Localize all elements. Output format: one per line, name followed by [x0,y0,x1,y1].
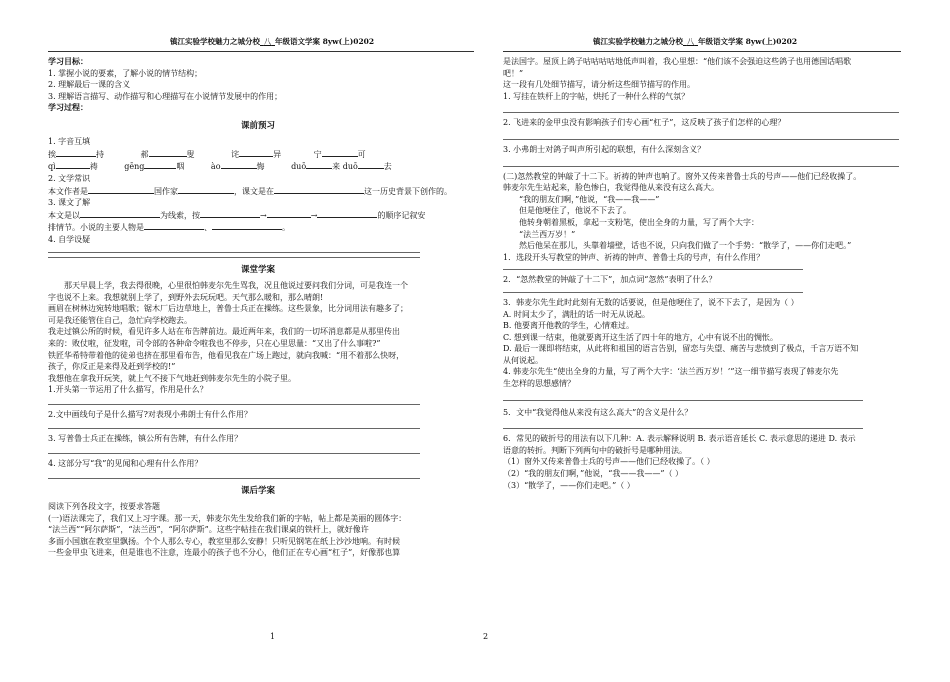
goal-2: 2. 理解最后一课的含义 [48,80,131,90]
cont-passage-line-2: 吧！” [503,68,524,78]
passage1-line-6: 来的：败仗啦，征发啦，司令部的各种命令啦我也不停步，只在心里思量：“又出了什么事啦?” [48,338,381,348]
header-rule-left [48,51,474,52]
option-a: A. 时间太少了，满肚的话一时无从说起。 [503,309,650,319]
cont-question-1: 1. 写挂在铁杆上的字帖，烘托了一种什么样的气氛？ [503,91,690,101]
answer-blank[interactable] [212,221,282,230]
pinyin-cell: 郝 [140,149,149,159]
reading-question-5: 5．文中“我觉得他从来没有这么高大”的含义是什么？ [503,407,693,417]
pinyin-cell: 咽 [176,162,185,172]
answer-blank[interactable] [56,160,90,169]
passage1-line-7: 铁匠华希特带着他的徒弟也挤在那里看布告，他看见我在广场上跑过，就向我喊：“用不着那么快呀， [48,350,405,360]
pinyin-cell: 祷 [89,162,98,172]
answer-line[interactable] [503,292,803,293]
answer-blank[interactable] [358,160,384,169]
cont-passage-line-1: 是法国字。屋顶上鸽子咕咕咕咕地低声叫着，我心里想：“他们该不会强迫这些鸽子也用德国话唱歌 [503,57,852,66]
option-b: B. 他要离开他教的学生，心情难过。 [503,321,634,331]
dash-item-1: （1）窗外又传来普鲁士兵的号声——他们已经收操了。（ ） [503,457,715,467]
answer-blank[interactable] [274,185,364,194]
dash-item-2: （2）“我的朋友们啊，”他说，“我——我——”（ ） [503,469,683,479]
answer-blank[interactable] [56,148,96,157]
after-intro: 阅读下列各段文字，按要求答题 [48,501,160,511]
header-left-suffix: 年级语文学案 8yw(上)0202 [275,37,375,46]
q4-title: 4. 自学设疑 [48,235,91,245]
answer-line[interactable] [503,166,899,167]
cont-question-2: 2. 飞进来的金甲虫没有影响孩子们专心画“杠子”，这反映了孩子们怎样的心理？ [503,118,786,128]
preview-title: 课前预习 [240,120,275,131]
q1-title: 1. 字音互填 [48,137,91,147]
dash-item-3: （3）“散学了，——你们走吧。”（ ） [503,480,635,490]
header-left-prefix: 镇江实验学校魅力之城分校 [170,37,260,46]
passage1-line-8: 孩子，你反正是来得及赶到学校的!” [48,362,176,372]
answer-blank[interactable] [221,160,257,169]
answer-blank[interactable] [239,148,273,157]
q3-text-1: 本文是以 为线索，按 → → 的顺序记叙安 [48,210,426,220]
pinyin-cell: 来 duō [332,162,358,172]
passage2-line-4: 但是他哽住了，他说不下去了。 [519,206,631,216]
header-right-grade: _八_ [683,37,698,46]
passage2-line-1: (二)忽然教堂的钟敲了十二下。祈祷的钟声也响了。窗外又传来普鲁士兵的号声——他们已经收操了。 [503,171,862,181]
answer-blank[interactable] [267,209,311,218]
answer-blank[interactable] [322,148,358,157]
answer-blank[interactable] [178,185,234,194]
answer-line[interactable] [48,252,420,253]
after-passage-line-4: 一些金甲虫飞进来，但是谁也不注意，连最小的孩子也不分心，他们正在专心画“杠子”，好像那也算 [48,548,401,558]
answer-line[interactable] [503,400,863,401]
pinyin-cell: 异 [273,149,282,159]
passage1-line-1: 那天早晨上学，我去得很晚，心里很怕韩麦尔先生骂我，况且他说过要问我们分词，可是我连一个 [64,280,408,290]
answer-blank[interactable] [317,209,377,218]
pinyin-cell: 去 [383,162,392,172]
pinyin-row-2 [48,160,468,173]
right-column [503,56,903,491]
passage2-line-2: 韩麦尔先生站起来，脸色惨白，我觉得他从来没有这么高大。 [503,183,719,193]
pinyin-cell: 挨 [48,149,56,159]
answer-line[interactable] [48,478,420,479]
after-passage-line-1: (一)语法课完了，我们又上习字课。那一天，韩麦尔先生发给我们新的字帖，帖上都是美丽的圆体字： [48,513,407,523]
pinyin-cell: duō [291,162,307,172]
passage2-line-6: “法兰西万岁！” [519,229,576,239]
passage2-line-3: “我的朋友们啊，”他说，“我——我——” [519,194,660,204]
passage1-line-3: 画眉在树林边宛转地唱歌；锯木厂后边草地上，普鲁士兵正在操练。这些景象，比分词用法有趣多了； [48,304,408,314]
q3-title: 3. 课文了解 [48,198,91,208]
pinyin-row-1 [48,148,468,161]
after-passage-line-3: 多面小国旗在教室里飘扬。个个人那么专心，教室里那么安静！只听见钢笔在纸上沙沙地响。有时候 [48,536,400,546]
passage2-line-5: 他转身朝着黑板，拿起一支粉笔，使出全身的力量，写了两个大字： [519,217,759,227]
answer-line[interactable] [503,139,899,140]
q3-text-2: 排情节。小说的主要人物是 、 。 [48,223,290,233]
answer-blank[interactable] [144,221,204,230]
answer-blank[interactable] [80,209,160,218]
reading-question-3: 3．韩麦尔先生此时此刻有无数的话要说，但是他哽住了，说不下去了，是因为（ ） [503,297,799,307]
header-right-prefix: 镇江实验学校魅力之城分校 [593,37,683,46]
header-rule-right [503,51,901,52]
pinyin-cell: 叟 [186,149,195,159]
pinyin-cell: 诧 [231,149,240,159]
pinyin-cell: 可 [357,149,366,159]
answer-blank[interactable] [306,160,332,169]
header-right-suffix: 年级语文学案 8yw(上)0202 [698,37,798,46]
q2-text: 本文作者是 国作家 ，课文是在 这一历史背景下创作的。 [48,186,452,196]
option-c: C. 想到课一结束，他就要离开这生活了四十年的地方，心中有说不出的惆怅。 [503,332,778,342]
option-d: D. 最后一课即将结束，从此将和祖国的语言告别，留恋与失望、痛苦与悲愤到了极点，千言万语不知 [503,344,859,354]
passage1-line-4: 可是我还能管住自己，急忙向学校跑去。 [48,315,192,325]
page-number-1: 1 [270,632,276,641]
answer-blank[interactable] [149,148,187,157]
answer-line[interactable] [48,257,420,258]
option-d-cont: 从何说起。 [503,355,543,365]
pinyin-cell: qì [48,162,56,172]
answer-line[interactable] [48,404,420,405]
pinyin-cell: ào [210,162,221,172]
answer-line[interactable] [48,428,420,429]
passage-question-3: 3. 写普鲁士兵正在操练，镇公所有告牌，有什么作用？ [48,434,243,444]
answer-line[interactable] [503,269,803,270]
answer-line[interactable] [503,112,899,113]
header-right [593,37,797,48]
pinyin-cell: 悔 [256,162,265,172]
reading-question-6: 6．常见的破折号的用法有以下几种：A. 表示解释说明 B. 表示语音延长 C. 表示意思的递进 D. 表示 [503,434,856,444]
goal-3: 3. 理解语言描写、动作描写和心理描写在小说情节发展中的作用； [48,91,283,101]
after-passage-line-2: “法兰西”“阿尔萨斯”，“法兰西”，“阿尔萨斯”。这些字帖挂在我们课桌的铁杆上，就好像许 [48,525,369,535]
page-number-2: 2 [483,632,489,641]
reading-question-6-cont: 语意的转折。判断下列两句中的破折号是哪种用法。 [503,445,687,455]
goal-1: 1. 掌握小说的要素，了解小说的情节结构； [48,68,203,78]
pinyin-cell: gēng [124,162,145,172]
answer-blank[interactable] [144,160,176,169]
pinyin-cell: 宁 [313,149,322,159]
cont-question-intro: 这一段有几处细节描写，请分析这些细节描写的作用。 [503,80,695,90]
passage-question-2: 2.文中画线句子是什么描写?对表现小弗朗士有什么作用？ [48,409,252,419]
goals-title: 学习目标： [48,56,88,66]
header-left [170,37,374,48]
header-left-grade: _八_ [260,37,275,46]
answer-line[interactable] [503,428,863,429]
passage1-line-2: 字也说不上来。我想就别上学了，到野外去玩玩吧。天气那么暖和，那么晴朗! [48,292,324,302]
q2-title: 2. 文学常识 [48,174,91,184]
process-title: 学习过程： [48,102,88,113]
reading-question-4: 4. 韩麦尔先生“使出全身的力量，写了两个大字：‘法兰西万岁！’”这一细节描写表现了韩麦尔先 [503,367,839,377]
answer-line[interactable] [48,453,420,454]
passage2-line-7: 然后他呆在那儿，头靠着墙壁，话也不说，只向我们做了一个手势：“散学了，——你们走吧。” [519,241,852,251]
left-column [48,56,468,559]
class-title: 课堂学案 [240,264,275,275]
passage-question-4: 4. 这部分写“我”的见闻和心理有什么作用？ [48,459,203,469]
reading-question-2: 2．“忽然教堂的钟敲了十二下”，加点词“忽然”表明了什么？ [503,275,717,285]
after-class-title: 课后学案 [240,485,275,496]
passage1-line-5: 我走过镇公所的时候，看见许多人站在布告牌前边。最近两年来，我们的一切坏消息都是从那里传出 [48,327,400,337]
pinyin-cell: 持 [96,149,104,159]
reading-question-4-cont: 生怎样的思想感情？ [503,379,575,389]
reading-question-1: 1．选段开头写教堂的钟声、祈祷的钟声、普鲁士兵的号声，有什么作用？ [503,252,765,262]
passage-question-1: 1.开头第一节运用了什么描写，作用是什么？ [48,385,208,395]
answer-blank[interactable] [88,185,154,194]
passage1-line-9: 我想他在拿我开玩笑，就上气不接下气地赶到韩麦尔先生的小院子里。 [48,373,296,383]
answer-blank[interactable] [200,209,260,218]
cont-question-3: 3. 小弗朗士对鸽子叫声所引起的联想，有什么深刻含义？ [503,144,706,154]
